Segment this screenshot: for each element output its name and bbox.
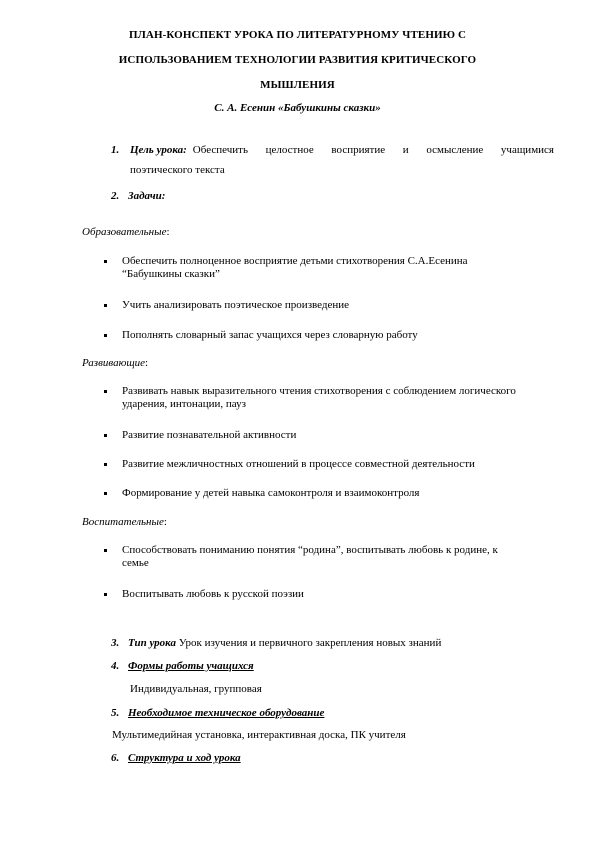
goal-number: 1.: [111, 144, 120, 156]
upbringing-item-1: Способствовать пониманию понятия “родина”, воспитывать любовь к родине, к: [122, 544, 498, 556]
bullet-icon: [104, 304, 107, 307]
educational-item-1: Обеспечить полноценное восприятие детьми стихотворения С.А.Есенина: [122, 255, 468, 267]
bullet-icon: [104, 334, 107, 337]
developing-heading: Развивающие:: [82, 357, 149, 369]
page-title-line-2: ИСПОЛЬЗОВАНИЕМ ТЕХНОЛОГИИ РАЗВИТИЯ КРИТИЧЕСКОГО: [118, 54, 477, 66]
page-title-line-3: МЫШЛЕНИЯ: [260, 79, 335, 91]
structure-heading: 6. Структура и ход урока: [111, 752, 241, 764]
upbringing-heading: Воспитательные:: [82, 516, 167, 528]
upbringing-item-2: Воспитывать любовь к русской поэзии: [122, 588, 304, 600]
educational-item-2: Учить анализировать поэтическое произведение: [122, 299, 350, 311]
goal-text: Обеспечить целостное восприятие и осмысление учащимися: [192, 144, 554, 156]
developing-item-2: Развитие познавательной активности: [122, 429, 297, 441]
bullet-icon: [104, 260, 107, 263]
developing-item-4: Формирование у детей навыка самоконтроля и взаимоконтроля: [122, 487, 420, 499]
educational-heading: Образовательные:: [82, 226, 170, 238]
goal-line: [130, 144, 554, 158]
bullet-icon: [104, 593, 107, 596]
educational-item-1-cont: “Бабушкины сказки”: [122, 268, 220, 280]
equipment-heading: 5. Необходимое техническое оборудование: [111, 707, 325, 719]
bullet-icon: [104, 492, 107, 495]
page-title-line-1: ПЛАН-КОНСПЕКТ УРОКА ПО ЛИТЕРАТУРНОМУ ЧТЕНИЮ С: [128, 29, 467, 41]
bullet-icon: [104, 434, 107, 437]
upbringing-item-1-cont: семье: [122, 557, 149, 569]
lesson-type: 3. Тип урока Урок изучения и первичного закрепления новых знаний: [111, 637, 442, 649]
bullet-icon: [104, 549, 107, 552]
work-forms-heading: 4. Формы работы учащихся: [111, 660, 254, 672]
educational-item-3: Пополнять словарный запас учащихся через словарную работу: [122, 329, 418, 341]
developing-item-1-cont: ударения, интонации, пауз: [122, 398, 246, 410]
developing-item-1: Развивать навык выразительного чтения стихотворения с соблюдением логического: [122, 385, 516, 397]
work-forms-text: Индивидуальная, групповая: [130, 683, 262, 695]
tasks-heading: 2. Задачи:: [111, 190, 166, 202]
goal-text-cont: поэтического текста: [130, 164, 225, 176]
equipment-text: Мультимедийная установка, интерактивная доска, ПК учителя: [112, 729, 406, 741]
developing-item-3: Развитие межличностных отношений в процессе совместной деятельности: [122, 458, 475, 470]
bullet-icon: [104, 463, 107, 466]
bullet-icon: [104, 390, 107, 393]
goal-label: Цель урока:: [130, 144, 187, 156]
page-subtitle: С. А. Есенин «Бабушкины сказки»: [214, 102, 381, 114]
